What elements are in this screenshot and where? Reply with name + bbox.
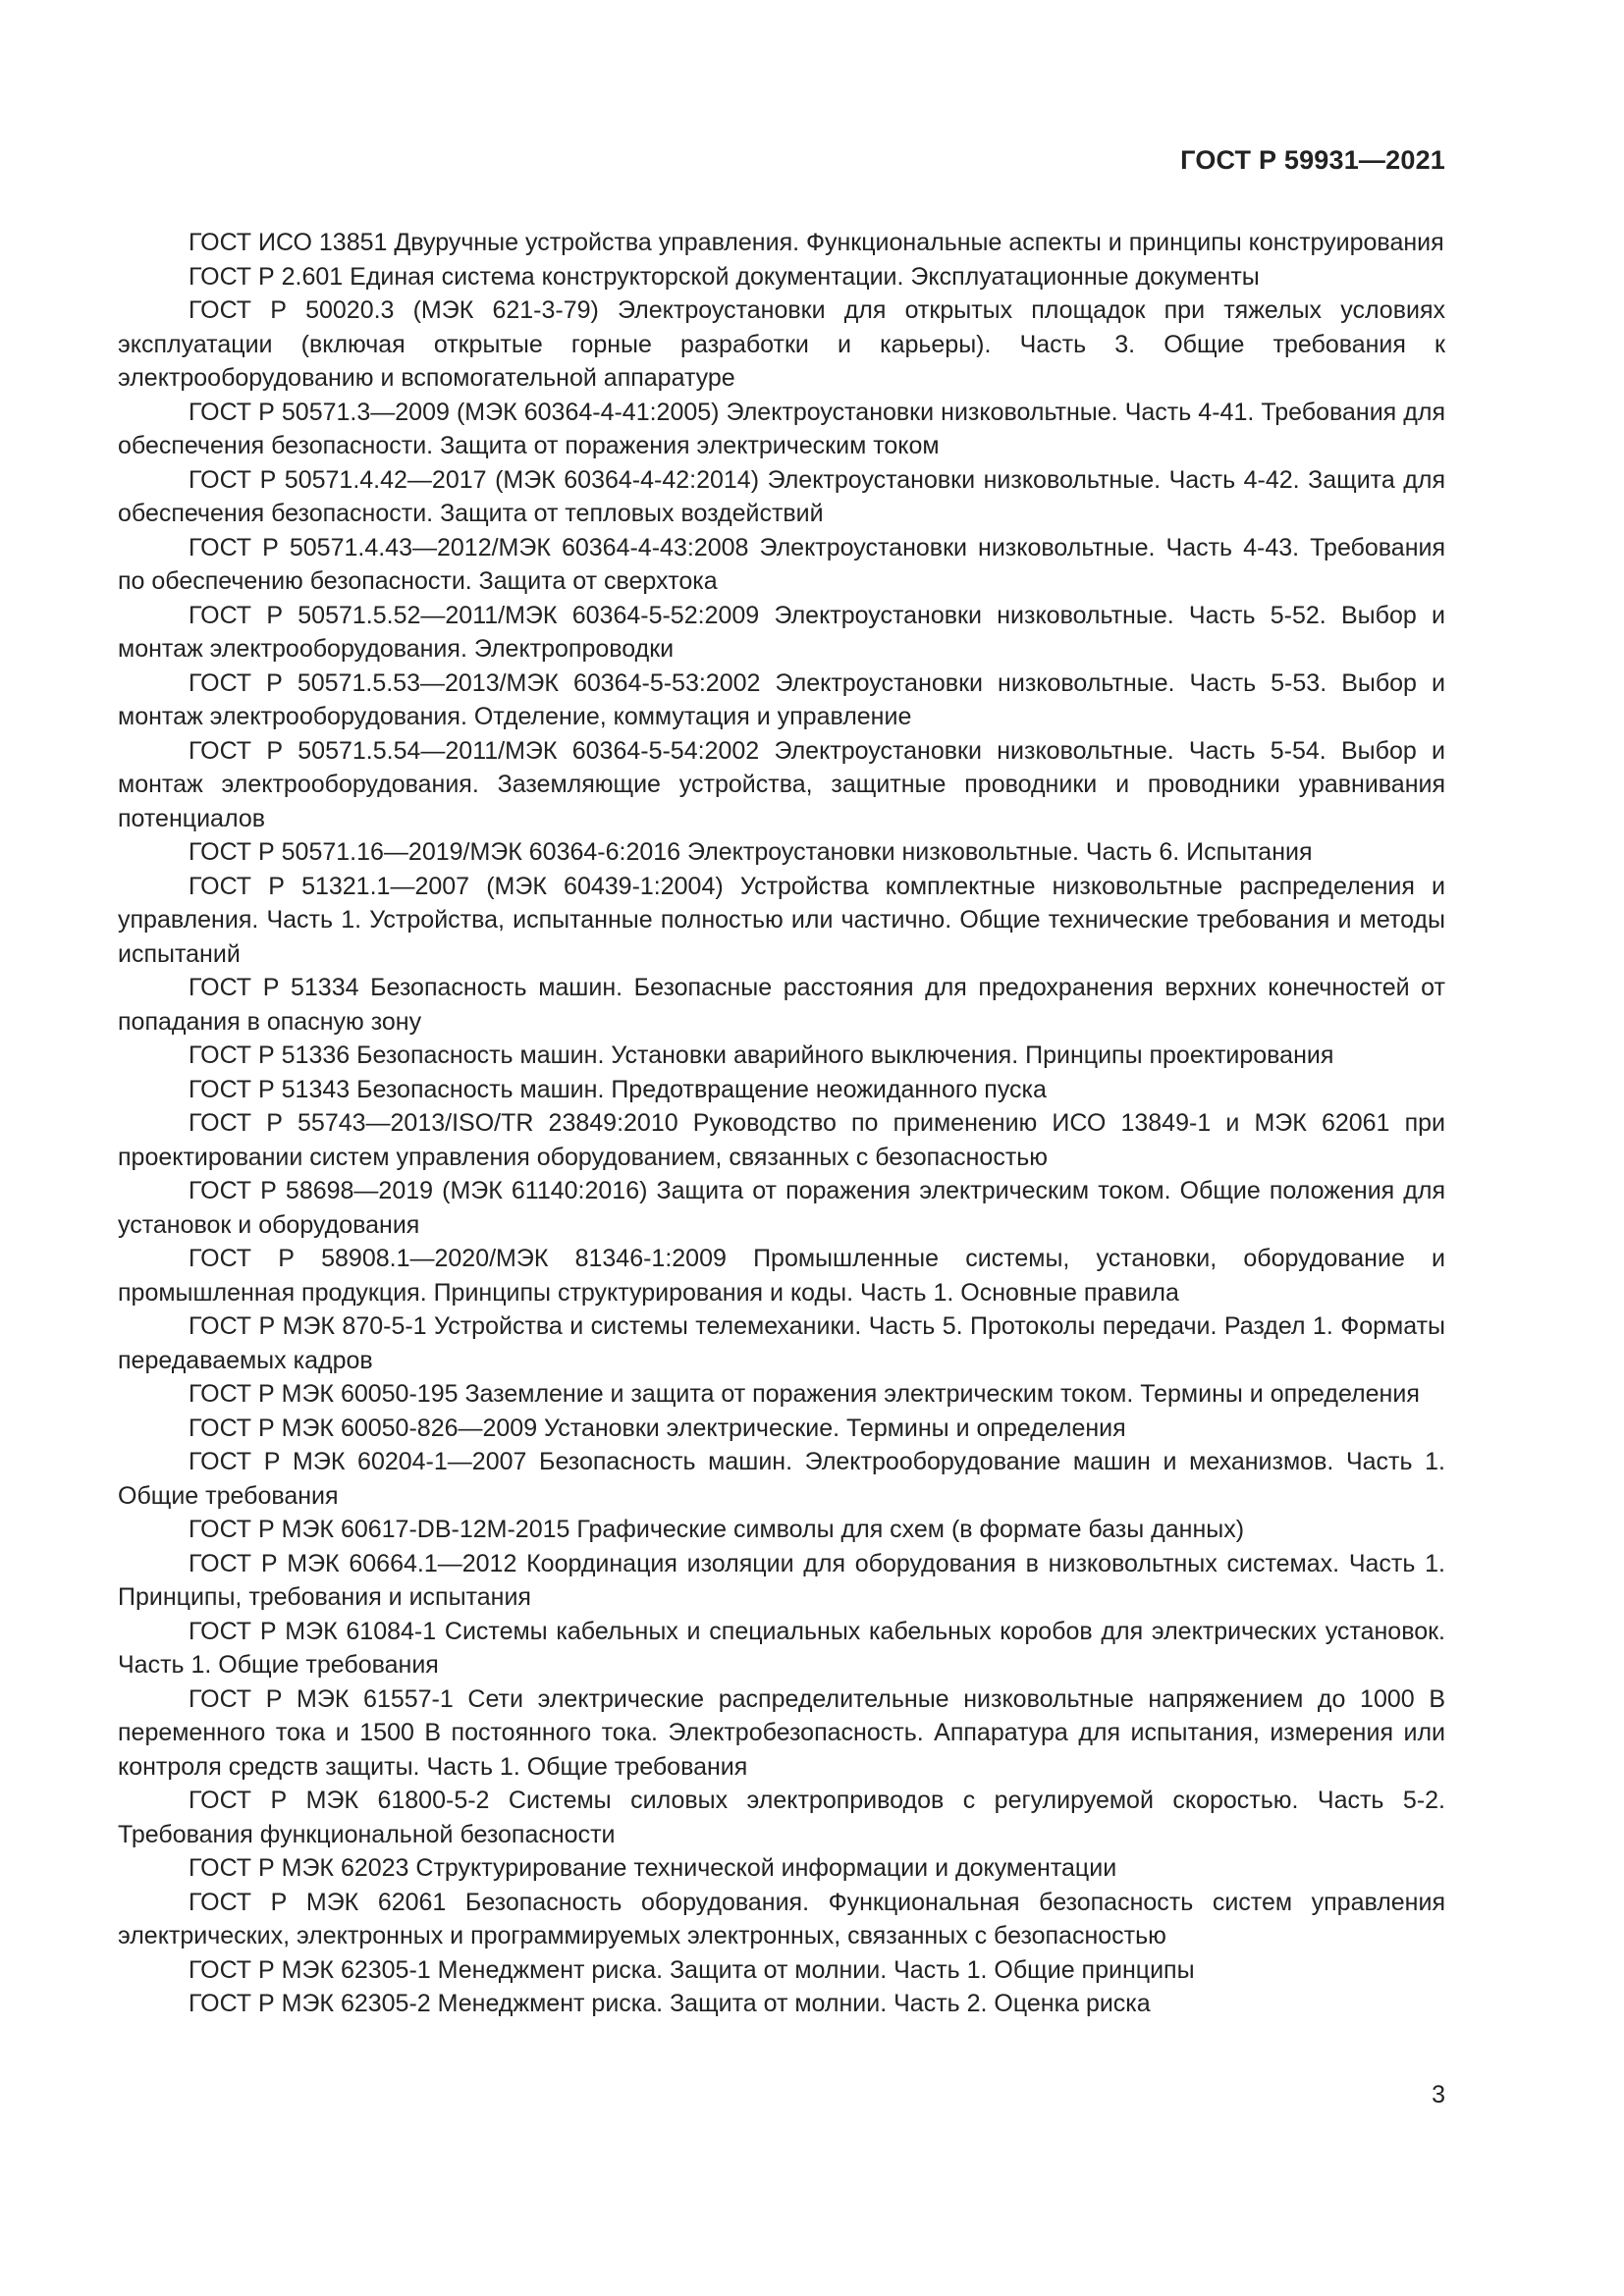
reference-item: ГОСТ Р МЭК 60664.1—2012 Координация изоляции для оборудования в низковольтных системах. Часть 1. Принципы, требования и испытания [118,1549,1445,1611]
reference-item: ГОСТ Р МЭК 60050-826—2009 Установки электрические. Термины и определения [189,1414,1126,1442]
reference-item: ГОСТ Р 50571.5.54—2011/МЭК 60364-5-54:2002 Электроустановки низковольтные. Часть 5-54. Выбор и монтаж электрооборудования. Заземляющие устройства, защитные проводники и проводники уравнивания потенциалов [118,736,1445,832]
reference-item: ГОСТ Р МЭК 870-5-1 Устройства и системы телемеханики. Часть 5. Протоколы передачи. Раздел 1. Форматы передаваемых кадров [118,1312,1445,1374]
standard-code-header: ГОСТ Р 59931—2021 [1180,145,1445,175]
reference-item: ГОСТ Р МЭК 62305-2 Менеджмент риска. Защита от молнии. Часть 2. Оценка риска [189,1990,1151,2017]
reference-item: ГОСТ Р 50571.3—2009 (МЭК 60364-4-41:2005) Электроустановки низковольтные. Часть 4-41. Требования для обеспечения безопасности. Защита от поражения электрическим током [118,398,1445,459]
reference-item: ГОСТ Р МЭК 61084-1 Системы кабельных и специальных кабельных коробов для электрических установок. Часть 1. Общие требования [118,1617,1445,1679]
reference-item: ГОСТ Р 50571.4.42—2017 (МЭК 60364-4-42:2014) Электроустановки низковольтные. Часть 4-42. Защита для обеспечения безопасности. Защита от тепловых воздействий [118,465,1445,527]
reference-item: ГОСТ Р 51336 Безопасность машин. Установки аварийного выключения. Принципы проектирования [189,1041,1334,1069]
reference-item: ГОСТ Р 50571.5.53—2013/МЭК 60364-5-53:2002 Электроустановки низковольтные. Часть 5-53. Выбор и монтаж электрооборудования. Отделение, коммутация и управление [118,668,1445,730]
reference-item: ГОСТ Р 50571.5.52—2011/МЭК 60364-5-52:2009 Электроустановки низковольтные. Часть 5-52. Выбор и монтаж электрооборудования. Электропроводки [118,601,1445,663]
reference-item: ГОСТ Р МЭК 62061 Безопасность оборудования. Функциональная безопасность систем управления электрических, электронных и программируемых электронных, связанных с безопасностью [118,1888,1445,1949]
reference-item: ГОСТ Р 50571.4.43—2012/МЭК 60364-4-43:2008 Электроустановки низковольтные. Часть 4-43. Требования по обеспечению безопасности. Защита от сверхтока [118,533,1445,595]
normative-references-list [118,226,1445,2021]
reference-item: ГОСТ Р МЭК 60204-1—2007 Безопасность машин. Электрооборудование машин и механизмов. Часть 1. Общие требования [118,1448,1445,1510]
reference-item: ГОСТ Р МЭК 62023 Структурирование технической информации и документации [189,1854,1117,1882]
page-number: 3 [1432,2081,1445,2109]
reference-item: ГОСТ Р 55743—2013/ISO/TR 23849:2010 Руководство по применению ИСО 13849-1 и МЭК 62061 при проектировании систем управления оборудованием, связанных с безопасностью [118,1109,1445,1171]
reference-item: ГОСТ Р 58908.1—2020/МЭК 81346-1:2009 Промышленные системы, установки, оборудование и промышленная продукция. Принципы структурирования и коды. Часть 1. Основные правила [118,1245,1445,1307]
reference-item: ГОСТ Р 50571.16—2019/МЭК 60364-6:2016 Электроустановки низковольтные. Часть 6. Испытания [189,838,1313,866]
reference-item: ГОСТ Р МЭК 60050-195 Заземление и защита от поражения электрическим током. Термины и определения [189,1380,1420,1408]
reference-item: ГОСТ Р 2.601 Единая система конструкторской документации. Эксплуатационные документы [189,262,1260,291]
reference-item: ГОСТ Р МЭК 62305-1 Менеджмент риска. Защита от молнии. Часть 1. Общие принципы [189,1955,1195,1984]
reference-item: ГОСТ Р МЭК 61800-5-2 Системы силовых электроприводов с регулируемой скоростью. Часть 5-2. Требования функциональной безопасности [118,1787,1445,1848]
reference-item: ГОСТ Р МЭК 61557-1 Сети электрические распределительные низковольтные напряжением до 1000 В переменного тока и 1500 В постоянного тока. Электробезопасность. Аппаратура для испытания, измерения или контроля средств защиты. Часть 1. Общие требования [118,1684,1445,1781]
reference-item: ГОСТ ИСО 13851 Двуручные устройства управления. Функциональные аспекты и принципы конструирования [189,229,1444,256]
reference-item: ГОСТ Р 51343 Безопасность машин. Предотвращение неожиданного пуска [189,1075,1047,1103]
reference-item: ГОСТ Р 51334 Безопасность машин. Безопасные расстояния для предохранения верхних конечностей от попадания в опасную зону [118,974,1445,1036]
reference-item: ГОСТ Р 51321.1—2007 (МЭК 60439-1:2004) Устройства комплектные низковольтные распределения и управления. Часть 1. Устройства, испытанные полностью или частично. Общие технические требования и методы испытаний [118,872,1445,968]
reference-item: ГОСТ Р 50020.3 (МЭК 621-3-79) Электроустановки для открытых площадок при тяжелых условиях эксплуатации (включая открытые горные разработки и карьеры). Часть 3. Общие требования к электрооборудованию и вспомогательной аппаратуре [118,296,1445,392]
reference-item: ГОСТ Р МЭК 60617-DB-12M-2015 Графические символы для схем (в формате базы данных) [189,1516,1245,1543]
reference-item: ГОСТ Р 58698—2019 (МЭК 61140:2016) Защита от поражения электрическим током. Общие положения для установок и оборудования [118,1177,1445,1239]
